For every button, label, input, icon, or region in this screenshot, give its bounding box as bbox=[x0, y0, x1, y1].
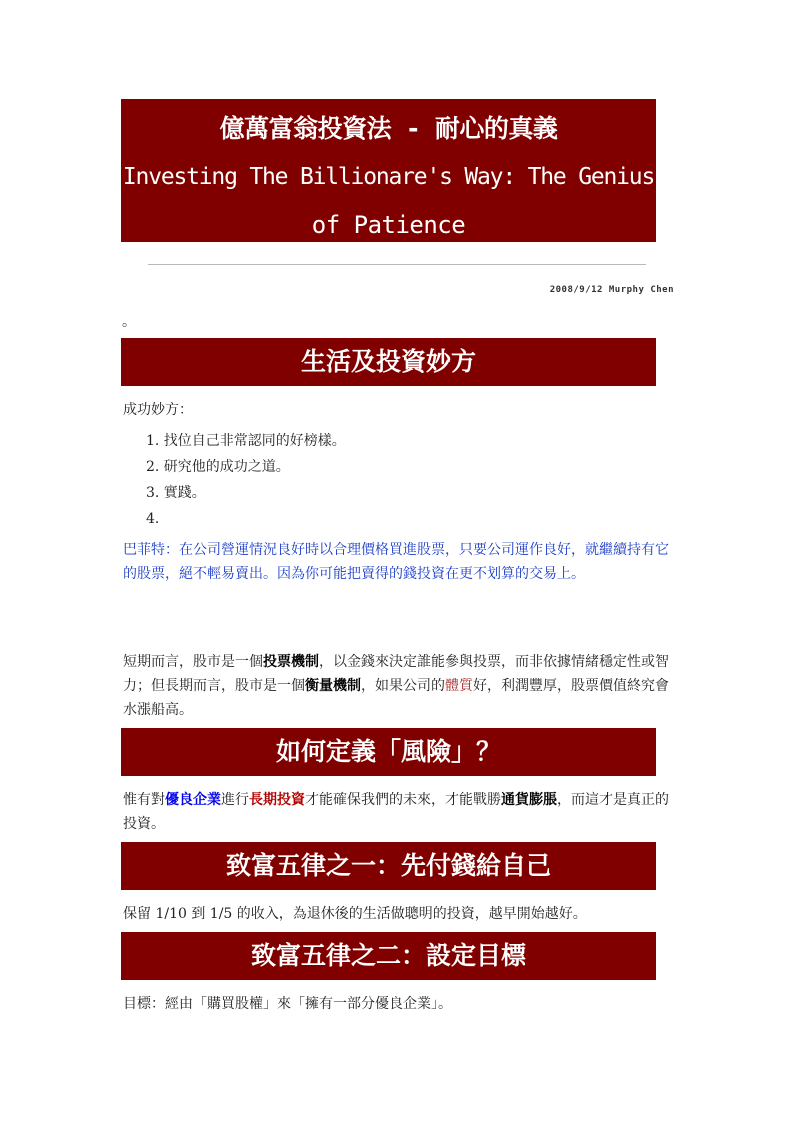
text-run: 好，利潤豐厚，股票價值終究會水漲船高。 bbox=[123, 678, 669, 718]
rule-two-text: 目標：經由「購買股權」來「擁有一部分優良企業」。 bbox=[123, 996, 452, 1012]
text-run: 惟有對 bbox=[123, 792, 165, 808]
section-heading-lifestyle: 生活及投資妙方 bbox=[121, 338, 656, 386]
title-chinese: 億萬富翁投資法 - 耐心的真義 bbox=[219, 114, 558, 143]
list-item: 1. 找位自己非常認同的好榜樣。 bbox=[146, 433, 346, 449]
term-quality-companies: 優良企業 bbox=[165, 792, 221, 808]
term-weighing-machine: 衡量機制 bbox=[305, 678, 361, 694]
success-formula-intro: 成功妙方： bbox=[123, 402, 193, 418]
list-item: 3. 實踐。 bbox=[146, 485, 206, 501]
text-run: 才能確保我們的未來，才能戰勝 bbox=[305, 792, 501, 808]
horizontal-divider bbox=[148, 264, 646, 265]
text-run: ，以金錢來決定誰能參與投票，而非依據情緒穩定性或智力；但長期而言，股市是一個 bbox=[123, 654, 669, 694]
success-steps-list bbox=[146, 428, 666, 532]
text-run: ，如果公司的 bbox=[361, 678, 445, 694]
section-heading-rule-two: 致富五律之二：設定目標 bbox=[121, 932, 656, 980]
term-inflation: 通貨膨脹 bbox=[501, 792, 557, 808]
section-heading-rule-one: 致富五律之一：先付錢給自己 bbox=[121, 842, 656, 890]
list-item: 4. bbox=[146, 511, 160, 527]
text-run: ，而這才是真正的投資。 bbox=[123, 792, 669, 832]
term-long-term-investing: 長期投資 bbox=[249, 792, 305, 808]
term-fundamentals: 體質 bbox=[445, 678, 473, 694]
list-item: 2. 研究他的成功之道。 bbox=[146, 459, 290, 475]
text-run: 短期而言，股市是一個 bbox=[123, 654, 263, 670]
market-mechanism-paragraph bbox=[123, 650, 671, 722]
term-voting-machine: 投票機制 bbox=[263, 654, 319, 670]
rule-one-text: 保留 1/10 到 1/5 的收入，為退休後的生活做聰明的投資，越早開始越好。 bbox=[123, 906, 587, 922]
text-run: 進行 bbox=[221, 792, 249, 808]
stray-period: 。 bbox=[122, 314, 136, 330]
title-english-line-1: Investing The Billionare's Way: The Genius bbox=[122, 164, 655, 190]
buffett-quote: 巴菲特：在公司營運情況良好時以合理價格買進股票，只要公司運作良好，就繼續持有它的股票，絕不輕易賣出。因為你可能把賣得的錢投資在更不划算的交易上。 bbox=[123, 542, 669, 582]
byline-date-author: 2008/9/12 Murphy Chen bbox=[549, 285, 674, 295]
section-heading-risk: 如何定義「風險」？ bbox=[121, 728, 656, 776]
title-english-line-2: of Patience bbox=[311, 211, 466, 239]
risk-paragraph bbox=[123, 788, 671, 836]
title-banner bbox=[121, 99, 656, 242]
